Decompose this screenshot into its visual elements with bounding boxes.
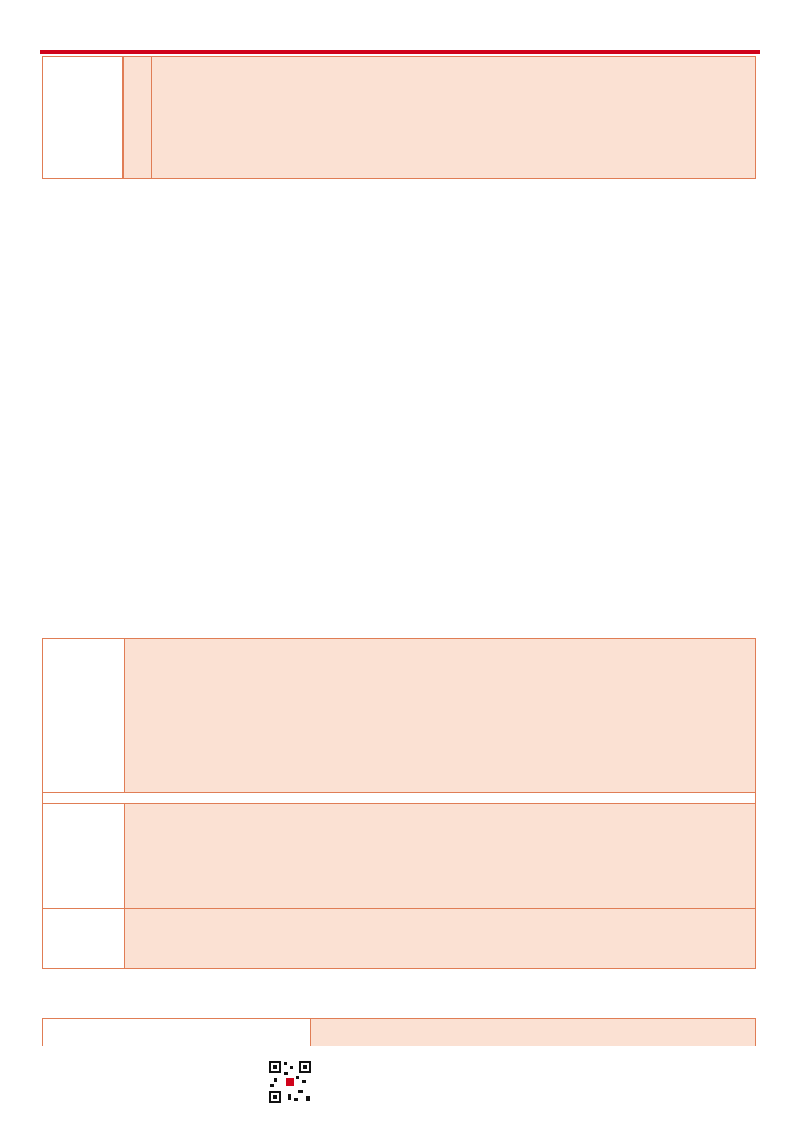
section52-table [42,638,756,969]
lightning-content [125,803,755,909]
top-table-divider [151,57,152,178]
header-rule [40,50,760,54]
gap1 [43,793,755,803]
page-header [0,0,800,52]
water-tech-label [43,1019,311,1046]
top-table [42,56,756,179]
lightning-label [43,803,125,909]
water-tech-value [311,1019,755,1046]
top-table-content [123,57,755,178]
qr-code [268,1060,312,1104]
brand-logo [40,6,150,40]
fire-label [43,639,125,793]
protect-content [125,909,755,968]
fire-content [125,639,755,793]
protect-label [43,909,125,968]
section53-table [42,1018,756,1046]
top-table-label [43,57,123,178]
